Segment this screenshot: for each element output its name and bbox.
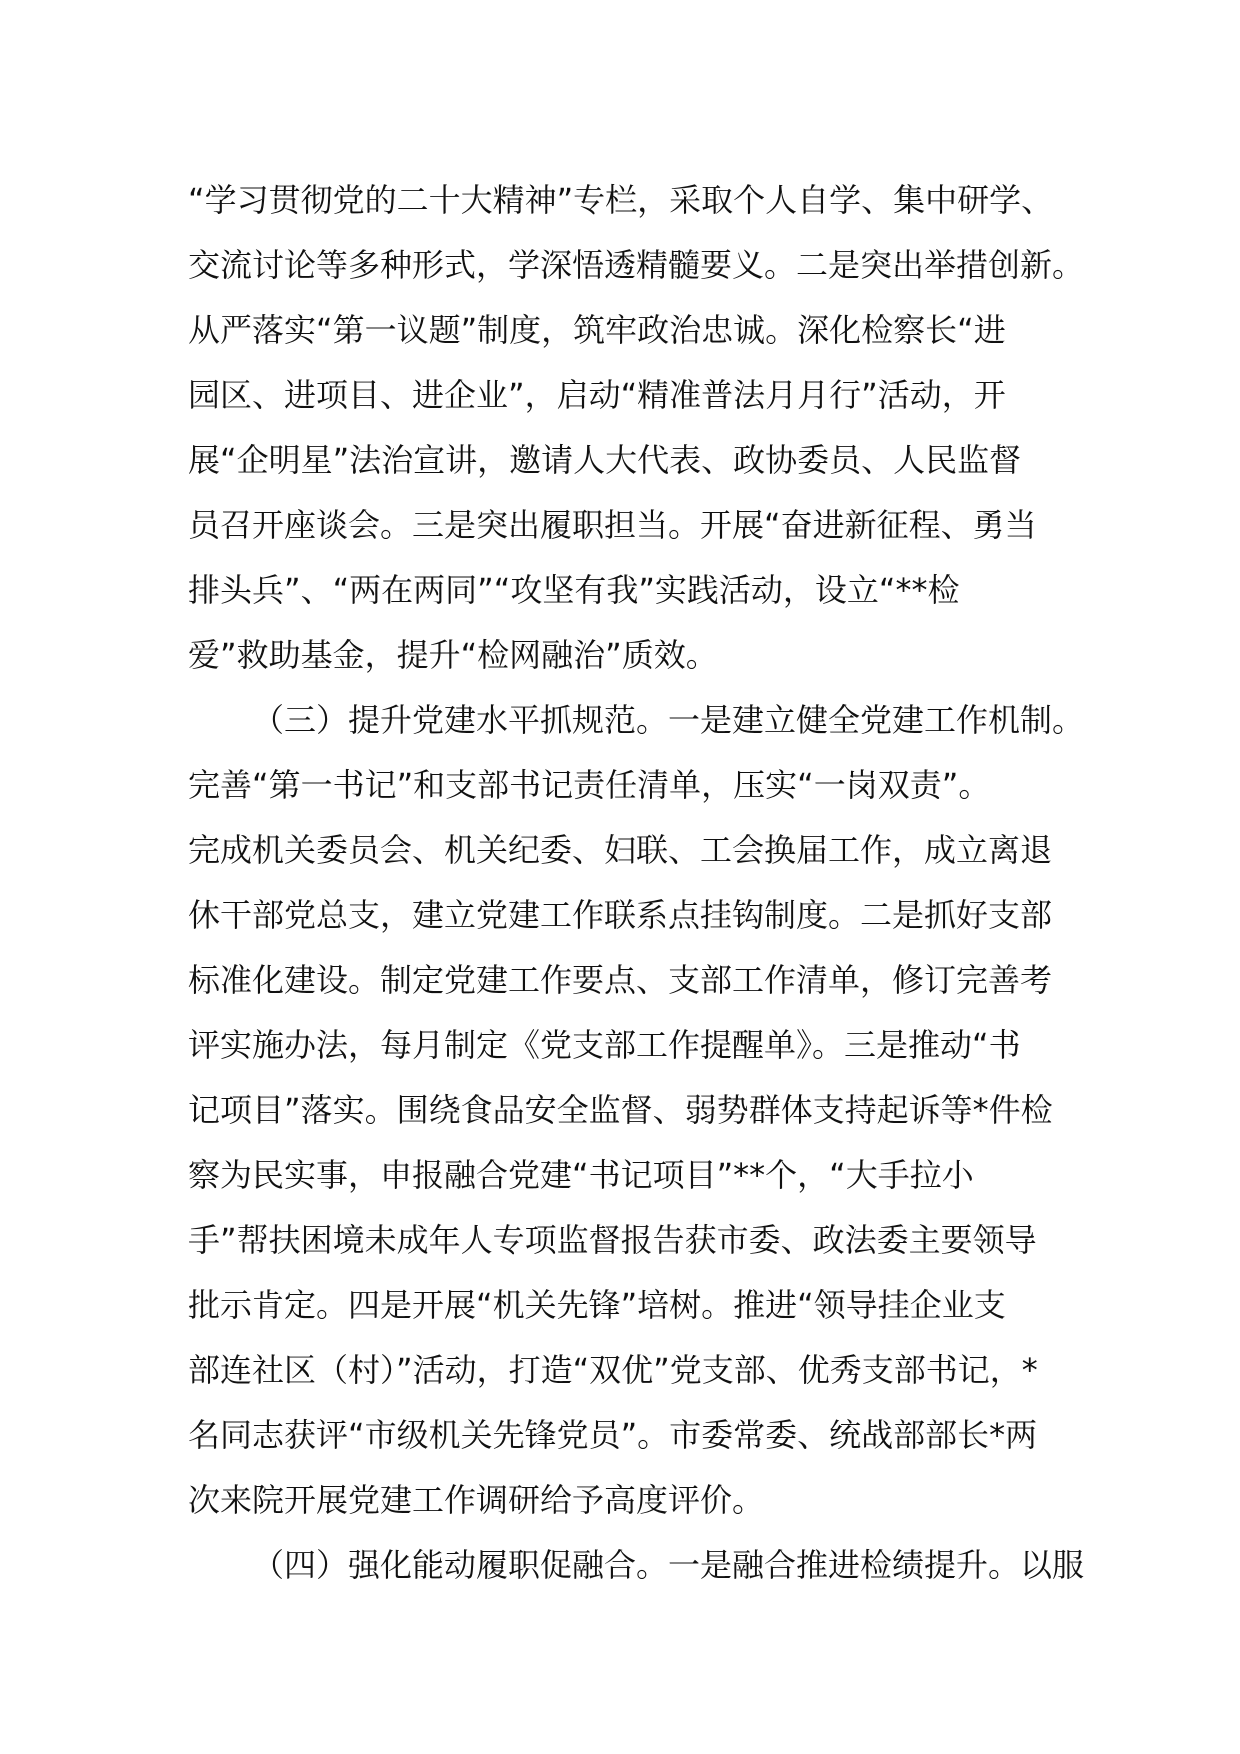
text-line: 完成机关委员会、机关纪委、妇联、工会换届工作，成立离退 <box>188 831 1053 869</box>
text-line: 记项目”落实。围绕食品安全监督、弱势群体支持起诉等*件检 <box>188 1091 1053 1129</box>
text-line: 评实施办法，每月制定《党支部工作提醒单》。三是推动“书 <box>188 1026 1021 1064</box>
text-line: 标准化建设。制定党建工作要点、支部工作清单，修订完善考 <box>188 961 1053 999</box>
text-line: 察为民实事，申报融合党建“书记项目”**个，“大手拉小 <box>188 1156 974 1194</box>
text-line: 批示肯定。四是开展“机关先锋”培树。推进“领导挂企业支 <box>188 1286 1006 1324</box>
text-line: 展“企明星”法治宣讲，邀请人大代表、政协委员、人民监督 <box>188 441 1022 479</box>
text-line: “学习贯彻党的二十大精神”专栏，采取个人自学、集中研学、 <box>188 181 1054 219</box>
paragraph-section-3 <box>188 688 1085 1533</box>
paragraph-continuation <box>188 168 1085 688</box>
text-line: 园区、进项目、进企业”，启动“精准普法月月行”活动，开 <box>188 376 1006 414</box>
text-line: 名同志获评“市级机关先锋党员”。市委常委、统战部部长*两 <box>188 1416 1038 1454</box>
section-heading-line: （三）提升党建水平抓规范。一是建立健全党建工作机制。 <box>252 701 1085 739</box>
text-line: 员召开座谈会。三是突出履职担当。开展“奋进新征程、勇当 <box>188 506 1037 544</box>
text-line: 手”帮扶困境未成年人专项监督报告获市委、政法委主要领导 <box>188 1221 1037 1259</box>
paragraph-section-4 <box>188 1533 1085 1598</box>
text-line: 爱”救助基金，提升“检网融治”质效。 <box>188 636 718 674</box>
text-line: 排头兵”、“两在两同”“攻坚有我”实践活动，设立“**检 <box>188 571 960 609</box>
text-line: 次来院开展党建工作调研给予高度评价。 <box>188 1481 765 1519</box>
text-line: 从严落实“第一议题”制度，筑牢政治忠诚。深化检察长“进 <box>188 311 1006 349</box>
text-line: 交流讨论等多种形式，学深悟透精髓要义。二是突出举措创新。 <box>188 246 1085 284</box>
document-body <box>188 168 1085 1598</box>
section-heading-line: （四）强化能动履职促融合。一是融合推进检绩提升。以服 <box>252 1546 1085 1584</box>
text-line: 休干部党总支，建立党建工作联系点挂钩制度。二是抓好支部 <box>188 896 1053 934</box>
text-line: 部连社区（村）”活动，打造“双优”党支部、优秀支部书记，* <box>188 1351 1038 1389</box>
text-line: 完善“第一书记”和支部书记责任清单，压实“一岗双责”。 <box>188 766 991 804</box>
